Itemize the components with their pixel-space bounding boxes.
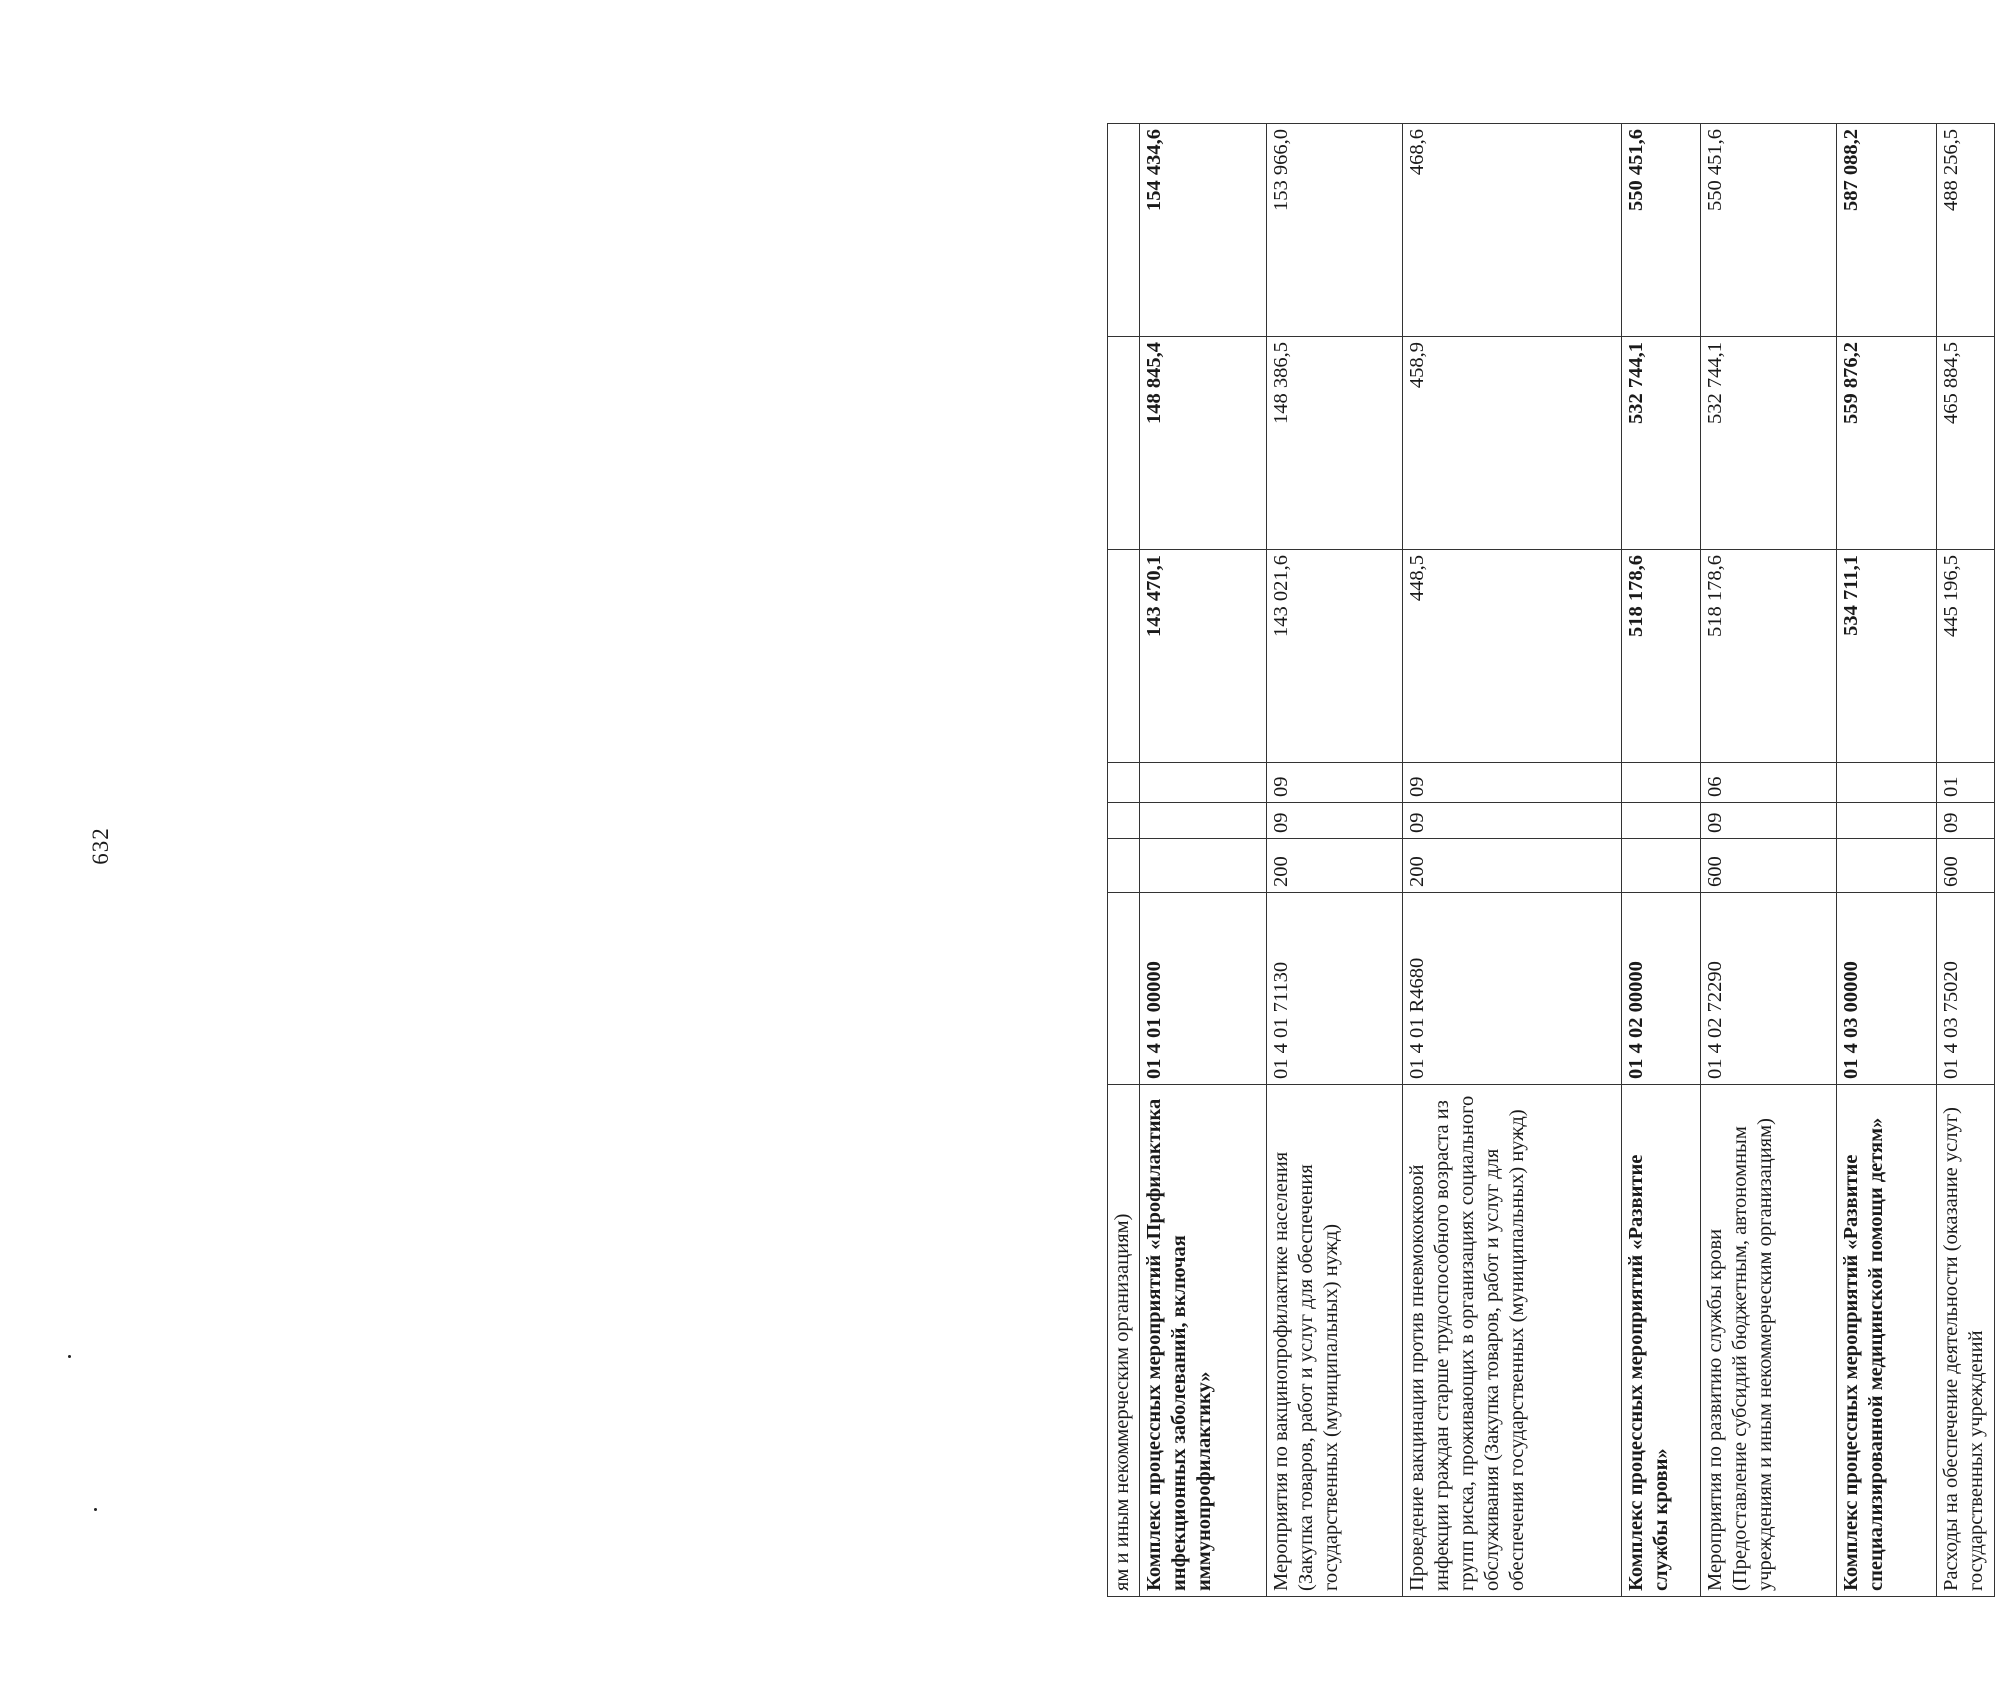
rotated-table-container <box>1107 123 1995 1597</box>
cell-amount-year1: 143 021,6 <box>1267 550 1403 763</box>
cell-subsection: 09 <box>1403 763 1622 803</box>
table-body <box>1108 124 1995 1597</box>
cell-amount-year1: 445 196,5 <box>1936 550 1994 763</box>
cell-target-code: 01 4 01 71130 <box>1267 893 1403 1085</box>
cell-description: Мероприятия по развитию службы крови (Предоставление субсидий бюджетным, автономным учреждениям и иным некоммерческим организациям) <box>1700 1085 1836 1597</box>
cell-amount-year1 <box>1108 550 1140 763</box>
cell-subsection <box>1836 763 1936 803</box>
table-row <box>1622 124 1701 1597</box>
budget-table <box>1107 123 1995 1597</box>
cell-subsection: 09 <box>1267 763 1403 803</box>
cell-target-code: 01 4 01 R4680 <box>1403 893 1622 1085</box>
cell-amount-year1: 518 178,6 <box>1700 550 1836 763</box>
cell-amount-year3: 468,6 <box>1403 124 1622 337</box>
cell-section: 09 <box>1403 803 1622 839</box>
cell-target-code: 01 4 02 00000 <box>1622 893 1701 1085</box>
table-row <box>1700 124 1836 1597</box>
cell-amount-year2: 559 876,2 <box>1836 337 1936 550</box>
cell-description: ям и иным некоммерческим организациям) <box>1108 1085 1140 1597</box>
cell-amount-year1: 448,5 <box>1403 550 1622 763</box>
cell-description: Расходы на обеспечение деятельности (оказание услуг) государственных учреждений <box>1936 1085 1994 1597</box>
cell-amount-year2: 532 744,1 <box>1700 337 1836 550</box>
cell-expense-type: 600 <box>1700 839 1836 893</box>
cell-expense-type: 200 <box>1267 839 1403 893</box>
cell-subsection <box>1622 763 1701 803</box>
cell-section <box>1139 803 1266 839</box>
cell-description: Комплекс процессных мероприятий «Профилактика инфекционных заболеваний, включая иммунопрофилактику» <box>1139 1085 1266 1597</box>
cell-amount-year2: 465 884,5 <box>1936 337 1994 550</box>
cell-amount-year1: 534 711,1 <box>1836 550 1936 763</box>
cell-amount-year3: 550 451,6 <box>1622 124 1701 337</box>
cell-section: 09 <box>1700 803 1836 839</box>
table-row <box>1139 124 1266 1597</box>
cell-amount-year3: 153 966,0 <box>1267 124 1403 337</box>
cell-section <box>1108 803 1140 839</box>
cell-description: Комплекс процессных мероприятий «Развитие службы крови» <box>1622 1085 1701 1597</box>
cell-amount-year3: 154 434,6 <box>1139 124 1266 337</box>
cell-subsection <box>1108 763 1140 803</box>
table-row <box>1836 124 1936 1597</box>
cell-target-code: 01 4 01 00000 <box>1139 893 1266 1085</box>
cell-amount-year3: 550 451,6 <box>1700 124 1836 337</box>
table-row <box>1267 124 1403 1597</box>
cell-amount-year1: 518 178,6 <box>1622 550 1701 763</box>
cell-amount-year2: 148 845,4 <box>1139 337 1266 550</box>
cell-section: 09 <box>1936 803 1994 839</box>
table-row <box>1936 124 1994 1597</box>
cell-subsection: 06 <box>1700 763 1836 803</box>
cell-expense-type: 600 <box>1936 839 1994 893</box>
cell-amount-year1: 143 470,1 <box>1139 550 1266 763</box>
cell-amount-year3: 587 088,2 <box>1836 124 1936 337</box>
cell-target-code: 01 4 02 72290 <box>1700 893 1836 1085</box>
table-row <box>1403 124 1622 1597</box>
cell-section: 09 <box>1267 803 1403 839</box>
cell-description: Комплекс процессных мероприятий «Развитие специализированной медицинской помощи детям» <box>1836 1085 1936 1597</box>
cell-expense-type <box>1836 839 1936 893</box>
scan-speck <box>68 1355 71 1358</box>
cell-expense-type <box>1622 839 1701 893</box>
cell-amount-year2: 532 744,1 <box>1622 337 1701 550</box>
cell-section <box>1622 803 1701 839</box>
cell-amount-year2: 148 386,5 <box>1267 337 1403 550</box>
cell-expense-type: 200 <box>1403 839 1622 893</box>
cell-target-code: 01 4 03 00000 <box>1836 893 1936 1085</box>
cell-subsection <box>1139 763 1266 803</box>
cell-amount-year3 <box>1108 124 1140 337</box>
cell-expense-type <box>1108 839 1140 893</box>
table-row <box>1108 124 1140 1597</box>
page-number: 632 <box>87 827 113 865</box>
cell-target-code <box>1108 893 1140 1085</box>
cell-description: Проведение вакцинации против пневмококковой инфекции граждан старше трудоспособного возраста из групп риска, проживающих в организациях социального обслуживания (Закупка товаров, работ и услуг для обеспечения государственных (муниципальных) нужд) <box>1403 1085 1622 1597</box>
cell-description: Мероприятия по вакцинопрофилактике населения (Закупка товаров, работ и услуг для обеспечения государственных (муниципальных) нужд) <box>1267 1085 1403 1597</box>
cell-subsection: 01 <box>1936 763 1994 803</box>
cell-section <box>1836 803 1936 839</box>
cell-target-code: 01 4 03 75020 <box>1936 893 1994 1085</box>
cell-expense-type <box>1139 839 1266 893</box>
cell-amount-year3: 488 256,5 <box>1936 124 1994 337</box>
scan-speck <box>94 1508 97 1511</box>
cell-amount-year2 <box>1108 337 1140 550</box>
cell-amount-year2: 458,9 <box>1403 337 1622 550</box>
